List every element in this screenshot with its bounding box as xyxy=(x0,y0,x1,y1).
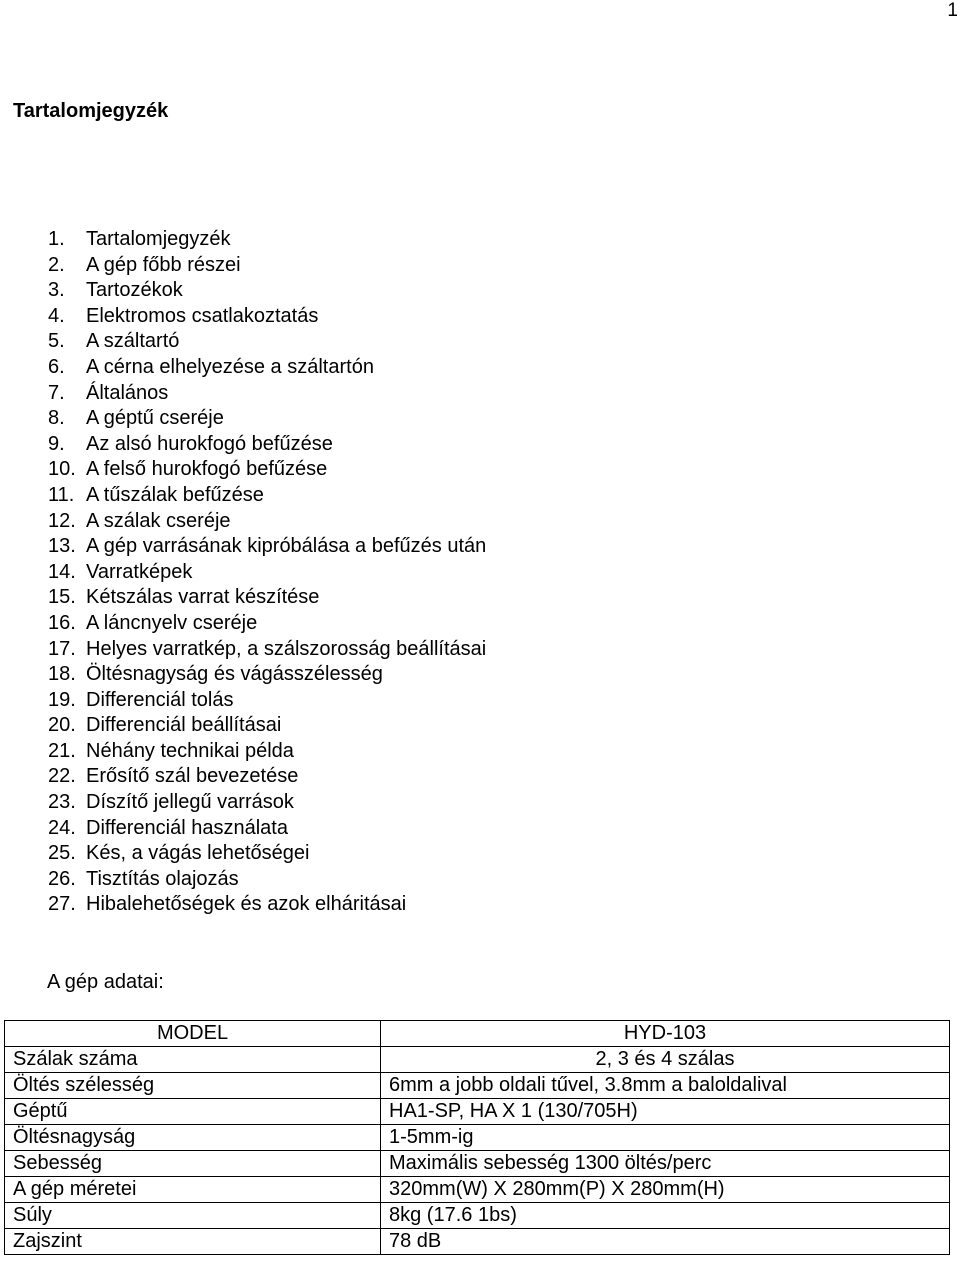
toc-item-number: 19. xyxy=(48,688,76,711)
toc-item xyxy=(48,406,486,432)
toc-item-text: Differenciál tolás xyxy=(86,688,234,711)
spec-value: 1-5mm-ig xyxy=(381,1125,950,1151)
spec-row xyxy=(5,1047,950,1073)
toc-item xyxy=(48,329,486,355)
toc-item-number: 5. xyxy=(48,330,65,353)
toc-item-text: A felső hurokfogó befűzése xyxy=(86,458,328,481)
toc-item-text: Differenciál használata xyxy=(86,816,288,839)
spec-value: HA1-SP, HA X 1 (130/705H) xyxy=(381,1099,950,1125)
toc-item-text: A száltartó xyxy=(86,330,180,353)
spec-row xyxy=(5,1229,950,1255)
toc-item-number: 16. xyxy=(48,611,76,634)
toc-item xyxy=(48,611,486,637)
model-value: HYD-103 xyxy=(381,1021,950,1047)
toc-item-text: Hibalehetőségek és azok elháritásai xyxy=(86,893,407,916)
toc-item-number: 12. xyxy=(48,509,76,532)
toc-item xyxy=(48,483,486,509)
spec-value: 78 dB xyxy=(381,1229,950,1255)
toc-item-number: 25. xyxy=(48,842,76,865)
toc-item-number: 8. xyxy=(48,407,65,430)
document-title: Tartalomjegyzék xyxy=(13,100,169,122)
toc-item-text: A láncnyelv cseréje xyxy=(86,611,258,634)
toc-item-text: A gép varrásának kipróbálása a befűzés után xyxy=(86,535,487,558)
toc-item xyxy=(48,764,486,790)
toc-item-text: Erősítő szál bevezetése xyxy=(86,765,299,788)
toc-item-number: 3. xyxy=(48,279,65,302)
toc-item-number: 9. xyxy=(48,432,65,455)
specs-heading: A gép adatai: xyxy=(47,971,164,993)
toc-item-text: Differenciál beállításai xyxy=(86,714,282,737)
toc-item-number: 27. xyxy=(48,893,76,916)
toc-item xyxy=(48,355,486,381)
toc-item xyxy=(48,227,486,253)
toc-item xyxy=(48,381,486,407)
spec-label: Súly xyxy=(5,1203,381,1229)
toc-item-text: Helyes varratkép, a szálszorosság beállításai xyxy=(86,637,487,660)
toc-item-text: Tartalomjegyzék xyxy=(86,228,231,250)
toc-item xyxy=(48,713,486,739)
toc-item-text: Néhány technikai példa xyxy=(86,739,294,762)
toc-item-text: Általános xyxy=(86,381,169,404)
toc-item-text: Tartozékok xyxy=(86,279,183,302)
toc-item-text: A szálak cseréje xyxy=(86,509,231,532)
toc-item-number: 4. xyxy=(48,304,65,327)
spec-label: Sebesség xyxy=(5,1151,381,1177)
toc-item xyxy=(48,304,486,330)
spec-row xyxy=(5,1151,950,1177)
spec-value: Maximális sebesség 1300 öltés/perc xyxy=(381,1151,950,1177)
spec-row xyxy=(5,1073,950,1099)
toc-item-number: 18. xyxy=(48,663,76,686)
page-number: 1 xyxy=(947,0,958,21)
toc-item-number: 22. xyxy=(48,765,76,788)
spec-label: A gép méretei xyxy=(5,1177,381,1203)
toc-item-number: 20. xyxy=(48,714,76,737)
toc-item-text: Öltésnagyság és vágásszélesség xyxy=(86,663,383,686)
spec-row xyxy=(5,1177,950,1203)
machine-specs-table xyxy=(4,1020,950,1255)
toc-item-text: A géptű cseréje xyxy=(86,407,224,430)
toc-item xyxy=(48,585,486,611)
toc-item-number: 17. xyxy=(48,637,76,660)
toc-item xyxy=(48,841,486,867)
spec-label: Szálak száma xyxy=(5,1047,381,1073)
toc-item-number: 2. xyxy=(48,253,65,276)
spec-value: 8kg (17.6 1bs) xyxy=(381,1203,950,1229)
toc-item-text: Kétszálas varrat készítése xyxy=(86,586,320,609)
toc-item xyxy=(48,739,486,765)
toc-item-number: 15. xyxy=(48,586,76,609)
toc-item-text: Tisztítás olajozás xyxy=(86,867,239,890)
toc-item-number: 7. xyxy=(48,381,65,404)
toc-item xyxy=(48,534,486,560)
toc-item xyxy=(48,688,486,714)
spec-row xyxy=(5,1099,950,1125)
toc-item xyxy=(48,637,486,663)
spec-row xyxy=(5,1203,950,1229)
toc-item xyxy=(48,867,486,893)
specs-header-row xyxy=(5,1021,950,1047)
toc-item-text: A cérna elhelyezése a száltartón xyxy=(86,355,374,378)
spec-label: Géptű xyxy=(5,1099,381,1125)
toc-item-text: Varratképek xyxy=(86,560,193,583)
spec-label: Öltés szélesség xyxy=(5,1073,381,1099)
toc-item-number: 24. xyxy=(48,816,76,839)
toc-item xyxy=(48,253,486,279)
toc-item-text: Elektromos csatlakoztatás xyxy=(86,304,319,327)
table-of-contents xyxy=(48,227,486,918)
toc-item-number: 21. xyxy=(48,739,76,762)
toc-item xyxy=(48,892,486,918)
toc-item-number: 11. xyxy=(48,483,75,506)
spec-row xyxy=(5,1125,950,1151)
toc-item xyxy=(48,560,486,586)
toc-item-text: Díszítő jellegű varrások xyxy=(86,791,294,814)
toc-item-number: 10. xyxy=(48,458,76,481)
spec-label: Zajszint xyxy=(5,1229,381,1255)
specs-body xyxy=(5,1047,950,1255)
toc-item-number: 13. xyxy=(48,535,76,558)
toc-item xyxy=(48,457,486,483)
toc-item xyxy=(48,278,486,304)
toc-item-number: 26. xyxy=(48,867,76,890)
spec-value: 6mm a jobb oldali tűvel, 3.8mm a baloldalival xyxy=(381,1073,950,1099)
toc-item xyxy=(48,432,486,458)
toc-item-number: 1. xyxy=(48,228,65,250)
toc-item xyxy=(48,790,486,816)
spec-value: 2, 3 és 4 szálas xyxy=(381,1047,950,1073)
toc-item-number: 14. xyxy=(48,560,76,583)
toc-item-number: 6. xyxy=(48,355,65,378)
toc-item xyxy=(48,816,486,842)
toc-item-text: Az alsó hurokfogó befűzése xyxy=(86,432,333,455)
toc-item-number: 23. xyxy=(48,791,76,814)
toc-item-text: Kés, a vágás lehetőségei xyxy=(86,842,310,865)
toc-item xyxy=(48,662,486,688)
spec-label: Öltésnagyság xyxy=(5,1125,381,1151)
toc-item-text: A gép főbb részei xyxy=(86,253,241,276)
spec-value: 320mm(W) X 280mm(P) X 280mm(H) xyxy=(381,1177,950,1203)
toc-item-text: A tűszálak befűzése xyxy=(86,483,264,506)
toc-item xyxy=(48,509,486,535)
model-label: MODEL xyxy=(5,1021,381,1047)
